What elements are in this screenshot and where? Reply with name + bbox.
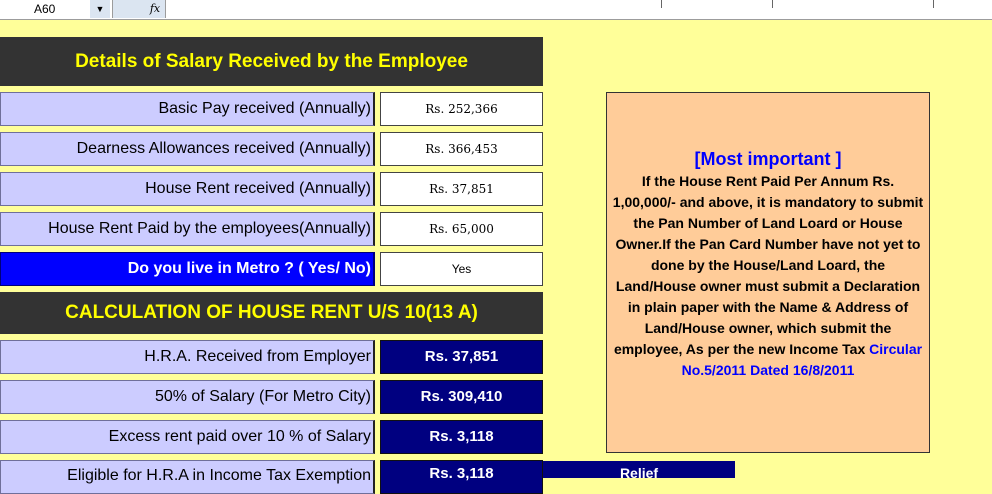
formula-bar	[0, 0, 992, 20]
excess-rent-cell[interactable]: Rs. 3,118	[380, 420, 543, 454]
metro-question-label: Do you live in Metro ? ( Yes/ No)	[0, 252, 375, 286]
excess-rent-label: Excess rent paid over 10 % of Salary	[0, 420, 375, 454]
note-text: If the House Rent Paid Per Annum Rs. 1,00,000/- and above, it is mandatory to submit the Pan Number of Land Loard or House Owner.If the Pan Card Number have not yet to done by the House/Land Loard, the Land/House owner must submit a Declaration in plain paper with the Name & Address of Land/House owner, which submit the employee, As per the new Income Tax	[612, 173, 924, 357]
column-divider	[933, 0, 934, 8]
note-title: [Most important ]	[694, 149, 842, 169]
metro-answer-cell[interactable]: Yes	[380, 252, 543, 286]
dearness-allowance-cell[interactable]: Rs. 366,453	[380, 132, 543, 166]
hra-received-label: H.R.A. Received from Employer	[0, 340, 375, 374]
name-box[interactable]	[0, 0, 113, 18]
insert-function-button[interactable]	[113, 0, 166, 18]
house-rent-received-cell[interactable]: Rs. 37,851	[380, 172, 543, 206]
basic-pay-cell[interactable]: Rs. 252,366	[380, 92, 543, 126]
cell-reference: A60	[34, 2, 56, 16]
note-body	[607, 171, 929, 381]
fx-icon: fx	[149, 2, 161, 15]
column-divider	[772, 0, 773, 8]
fifty-percent-salary-label: 50% of Salary (For Metro City)	[0, 380, 375, 414]
basic-pay-label: Basic Pay received (Annually)	[0, 92, 375, 126]
name-box-dropdown-icon[interactable]: ▼	[90, 0, 110, 18]
important-note-box	[606, 92, 930, 453]
dearness-allowance-label: Dearness Allowances received (Annually)	[0, 132, 375, 166]
hra-received-cell[interactable]: Rs. 37,851	[380, 340, 543, 374]
eligible-hra-cell[interactable]: Rs. 3,118	[380, 460, 543, 494]
circular-reference-link: Circular No.5/2011 Dated 16/8/2011	[681, 341, 923, 378]
eligible-hra-label: Eligible for H.R.A in Income Tax Exemption	[0, 460, 375, 494]
fifty-percent-salary-cell[interactable]: Rs. 309,410	[380, 380, 543, 414]
salary-details-header: Details of Salary Received by the Employee	[0, 37, 543, 86]
column-divider	[661, 0, 662, 8]
relief-cell[interactable]: Relief	[543, 461, 735, 478]
house-rent-paid-label: House Rent Paid by the employees(Annually)	[0, 212, 375, 246]
formula-input[interactable]	[166, 0, 992, 18]
house-rent-paid-cell[interactable]: Rs. 65,000	[380, 212, 543, 246]
hra-calculation-header: CALCULATION OF HOUSE RENT U/S 10(13 A)	[0, 292, 543, 334]
house-rent-received-label: House Rent received (Annually)	[0, 172, 375, 206]
